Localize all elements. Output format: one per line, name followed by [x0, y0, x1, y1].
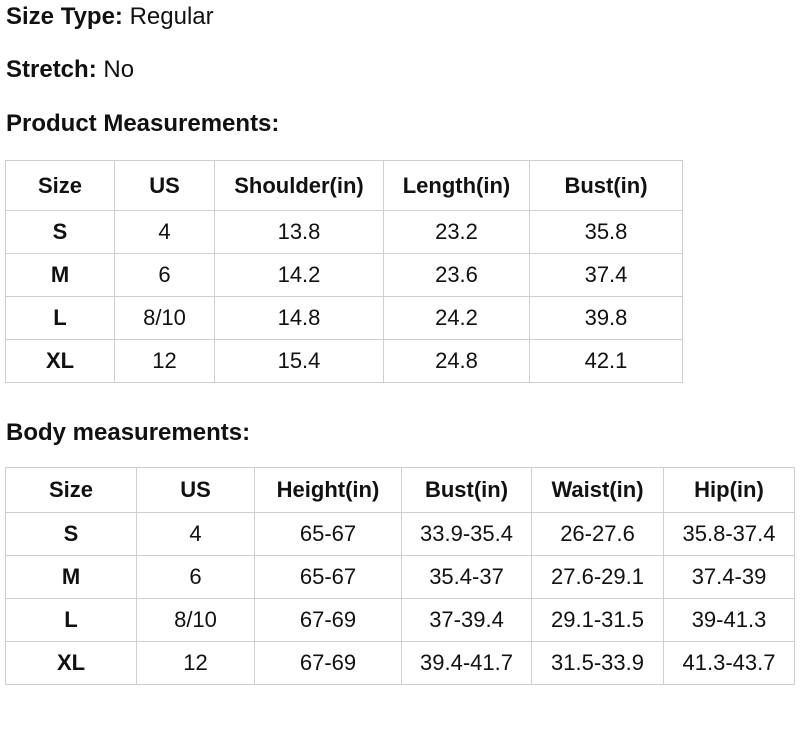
table-cell: 27.6-29.1 — [532, 556, 664, 599]
column-header: Hip(in) — [664, 468, 795, 513]
table-cell: 39.4-41.7 — [402, 642, 532, 685]
table-cell: 12 — [137, 642, 255, 685]
table-cell: 39.8 — [530, 297, 683, 340]
table-cell: 41.3-43.7 — [664, 642, 795, 685]
column-header: Bust(in) — [530, 161, 683, 211]
table-row — [6, 556, 795, 599]
table-cell: 24.2 — [384, 297, 530, 340]
stretch-label: Stretch: — [6, 56, 97, 83]
size-type-line — [6, 3, 214, 31]
table-cell: XL — [6, 642, 137, 685]
table-cell: 4 — [137, 513, 255, 556]
column-header: US — [115, 161, 215, 211]
table-cell: 23.6 — [384, 254, 530, 297]
table-row — [6, 211, 683, 254]
column-header: Size — [6, 161, 115, 211]
table-cell: 6 — [115, 254, 215, 297]
table-cell: 6 — [137, 556, 255, 599]
table-row — [6, 340, 683, 383]
table-row — [6, 513, 795, 556]
table-cell: 14.2 — [215, 254, 384, 297]
table-cell: 67-69 — [255, 642, 402, 685]
column-header: Length(in) — [384, 161, 530, 211]
product-measurements-table — [5, 160, 683, 383]
body-measurements-table — [5, 467, 795, 685]
size-type-value: Regular — [129, 3, 214, 30]
stretch-line — [6, 56, 134, 84]
table-row — [6, 599, 795, 642]
body-measurements-heading: Body measurements: — [6, 419, 251, 446]
table-cell: 13.8 — [215, 211, 384, 254]
table-header-row — [6, 468, 795, 513]
table-row — [6, 297, 683, 340]
table-row — [6, 642, 795, 685]
column-header: Waist(in) — [532, 468, 664, 513]
table-cell: 8/10 — [137, 599, 255, 642]
table-cell: XL — [6, 340, 115, 383]
product-measurements-heading: Product Measurements: — [6, 110, 280, 137]
column-header: Bust(in) — [402, 468, 532, 513]
table-cell: 24.8 — [384, 340, 530, 383]
table-cell: 65-67 — [255, 513, 402, 556]
table-cell: M — [6, 556, 137, 599]
table-cell: 4 — [115, 211, 215, 254]
table-cell: 35.8-37.4 — [664, 513, 795, 556]
table-cell: S — [6, 513, 137, 556]
table-cell: 14.8 — [215, 297, 384, 340]
table-cell: 33.9-35.4 — [402, 513, 532, 556]
table-cell: 37-39.4 — [402, 599, 532, 642]
table-header-row — [6, 161, 683, 211]
table-cell: M — [6, 254, 115, 297]
stretch-value: No — [103, 56, 135, 83]
table-cell: 35.4-37 — [402, 556, 532, 599]
table-cell: 39-41.3 — [664, 599, 795, 642]
table-cell: 42.1 — [530, 340, 683, 383]
table-cell: 8/10 — [115, 297, 215, 340]
table-cell: 37.4-39 — [664, 556, 795, 599]
table-cell: S — [6, 211, 115, 254]
table-cell: 12 — [115, 340, 215, 383]
table-cell: 23.2 — [384, 211, 530, 254]
table-cell: 26-27.6 — [532, 513, 664, 556]
column-header: Shoulder(in) — [215, 161, 384, 211]
table-cell: 35.8 — [530, 211, 683, 254]
size-type-label: Size Type: — [6, 3, 123, 30]
table-cell: 29.1-31.5 — [532, 599, 664, 642]
table-cell: L — [6, 599, 137, 642]
table-row — [6, 254, 683, 297]
column-header: US — [137, 468, 255, 513]
column-header: Size — [6, 468, 137, 513]
table-cell: L — [6, 297, 115, 340]
table-cell: 31.5-33.9 — [532, 642, 664, 685]
table-cell: 37.4 — [530, 254, 683, 297]
table-cell: 65-67 — [255, 556, 402, 599]
table-cell: 15.4 — [215, 340, 384, 383]
table-cell: 67-69 — [255, 599, 402, 642]
column-header: Height(in) — [255, 468, 402, 513]
